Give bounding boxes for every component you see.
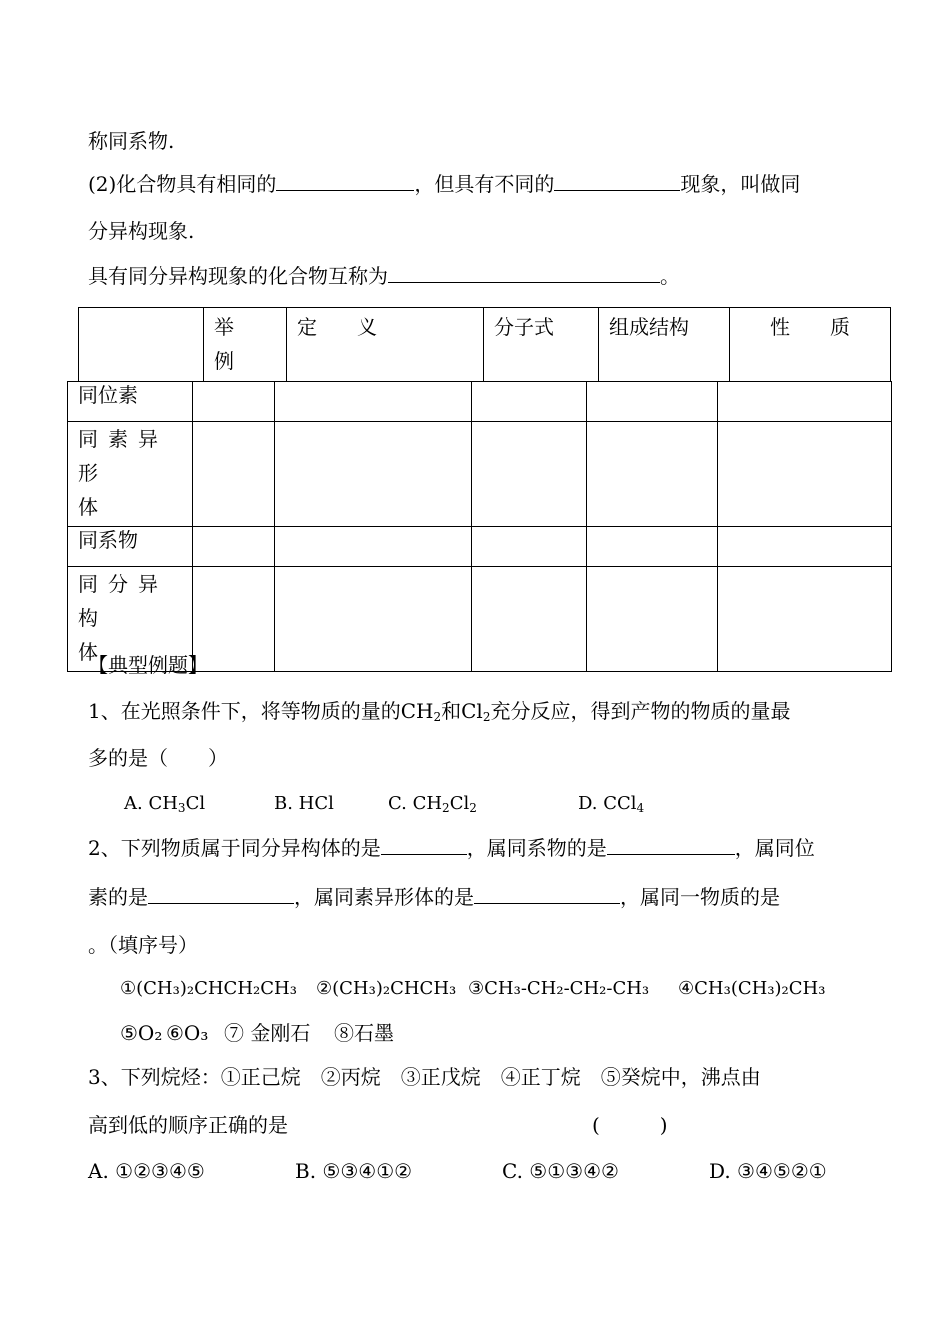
q2-text-c: ，属同位 [734, 836, 815, 860]
q3-option-c[interactable]: C. ⑤①③④② [502, 1159, 619, 1183]
blank-1[interactable] [276, 170, 414, 191]
q1-text-a: 1、在光照条件下，将等物质的量的CH [88, 699, 434, 723]
q1-option-c-text: C. CH [388, 793, 443, 814]
table-cell[interactable] [587, 527, 718, 567]
header-example-b: 例 [214, 349, 234, 373]
row-label: 同系物 [68, 527, 193, 567]
table-row [68, 527, 892, 567]
q3-line-2 [88, 1112, 668, 1138]
table-cell[interactable] [472, 382, 587, 422]
q2-items-2 [120, 1020, 394, 1046]
q2-blank-3[interactable] [148, 883, 294, 904]
q2-item: ②(CH₃)₂CHCH₃ [316, 978, 457, 999]
table-row [68, 382, 892, 422]
table-cell[interactable] [193, 422, 275, 527]
table-cell[interactable] [718, 567, 892, 672]
q1-option-a-text: A. CH [124, 793, 178, 814]
table-cell[interactable] [472, 422, 587, 527]
comparison-table-header [78, 307, 891, 382]
header-example [204, 308, 287, 382]
q1-option-b[interactable]: B. HCl [274, 793, 334, 814]
q3-option-d[interactable]: D. ③④⑤②① [709, 1159, 827, 1183]
table-cell[interactable] [275, 527, 472, 567]
q1-text-b: 和Cl [441, 699, 483, 723]
table-cell[interactable] [587, 382, 718, 422]
row-label-b: 体 [78, 495, 98, 519]
table-cell[interactable] [587, 567, 718, 672]
table-cell[interactable] [275, 382, 472, 422]
q2-item: ①(CH₃)₂CHCH₂CH₃ [120, 978, 297, 999]
q2-text-f: ，属同一物质的是 [620, 885, 780, 909]
q2-items-1 [120, 976, 825, 1002]
intro-line-2-b: ，但具有不同的 [414, 172, 555, 196]
q2-item: ④CH₃(CH₃)₂CH₃ [678, 978, 826, 999]
q1-option-c-sub: 2 [442, 801, 450, 815]
blank-3[interactable] [388, 262, 660, 283]
header-property: 性 质 [730, 308, 891, 382]
q3-option-b[interactable]: B. ⑤③④①② [295, 1159, 413, 1183]
q3-text-b: 高到低的顺序正确的是 [88, 1113, 288, 1137]
header-structure: 组成结构 [599, 308, 730, 382]
header-example-a: 举 [214, 315, 234, 339]
q1-sub-2: 2 [482, 710, 491, 724]
table-cell[interactable] [472, 567, 587, 672]
table-cell[interactable] [718, 382, 892, 422]
table-cell[interactable] [472, 527, 587, 567]
q2-line-1 [88, 834, 815, 861]
q2-blank-1[interactable] [381, 834, 467, 855]
header-definition: 定 义 [287, 308, 484, 382]
header-formula: 分子式 [484, 308, 599, 382]
intro-line-4 [88, 262, 680, 289]
q2-blank-2[interactable] [607, 834, 735, 855]
q2-text-b: ，属同系物的是 [466, 836, 607, 860]
row-label-b: 体 [78, 640, 98, 664]
intro-line-3: 分异构现象. [88, 219, 195, 243]
table-cell[interactable] [193, 527, 275, 567]
q1-option-d-sub: 4 [636, 801, 645, 815]
q2-text-e: ，属同素异形体的是 [294, 885, 474, 909]
q2-item: ⑧石墨 [334, 1021, 394, 1045]
intro-line-1: 称同系物. [88, 129, 175, 153]
q1-line-1 [88, 698, 790, 730]
q1-text-c: 充分反应，得到产物的物质的量最 [490, 699, 791, 723]
q2-item: ⑤O₂ [120, 1021, 163, 1045]
q1-line-2: 多的是（ ） [88, 746, 228, 770]
intro-line-2 [88, 170, 800, 197]
table-cell[interactable] [718, 527, 892, 567]
q1-option-d-text: D. CCl [578, 793, 637, 814]
q1-option-c[interactable] [388, 791, 578, 821]
q1-option-d[interactable] [578, 793, 644, 814]
q2-item: ⑥O₃ [166, 1021, 209, 1045]
q2-text-a: 2、下列物质属于同分异构体的是 [88, 836, 381, 860]
q1-option-a-sub: 3 [177, 801, 186, 815]
q3-line-1: 3、下列烷烃：①正己烷 ②丙烷 ③正戊烷 ④正丁烷 ⑤癸烷中，沸点由 [88, 1065, 761, 1089]
header-empty [79, 308, 204, 382]
q3-answer-paren[interactable]: ( ) [592, 1113, 668, 1137]
q1-option-c-mid: Cl [449, 793, 470, 814]
q2-item: ③CH₃-CH₂-CH₂-CH₃ [468, 978, 650, 999]
section-title: 【典型例题】 [88, 653, 208, 677]
q3-options [88, 1158, 827, 1184]
blank-2[interactable] [554, 170, 680, 191]
row-label [68, 422, 193, 527]
q2-item: ⑦ 金刚石 [224, 1021, 311, 1045]
intro-line-2-c: 现象，叫做同 [680, 172, 801, 196]
table-row [68, 422, 892, 527]
table-cell[interactable] [718, 422, 892, 527]
row-label: 同位素 [68, 382, 193, 422]
intro-line-4-b: 。 [660, 264, 680, 288]
q2-line-2 [88, 883, 780, 910]
q2-text-d: 素的是 [88, 885, 148, 909]
table-cell[interactable] [193, 382, 275, 422]
q1-option-a-end: Cl [185, 793, 206, 814]
comparison-table-body [67, 381, 892, 672]
q2-line-3: 。（填序号） [88, 933, 198, 957]
intro-line-4-a: 具有同分异构现象的化合物互称为 [88, 264, 388, 288]
q1-options [124, 791, 644, 821]
table-cell[interactable] [275, 567, 472, 672]
row-label-a: 同分异构 [78, 572, 168, 630]
table-cell[interactable] [275, 422, 472, 527]
q1-option-c-sub2: 2 [469, 801, 477, 815]
q2-blank-4[interactable] [474, 883, 620, 904]
intro-line-2-a: (2)化合物具有相同的 [88, 172, 277, 196]
q3-option-a[interactable]: A. ①②③④⑤ [88, 1159, 205, 1183]
q1-option-a[interactable] [124, 791, 274, 821]
row-label-a: 同素异形 [78, 427, 168, 485]
q1-sub-1: 2 [433, 710, 442, 724]
table-cell[interactable] [587, 422, 718, 527]
